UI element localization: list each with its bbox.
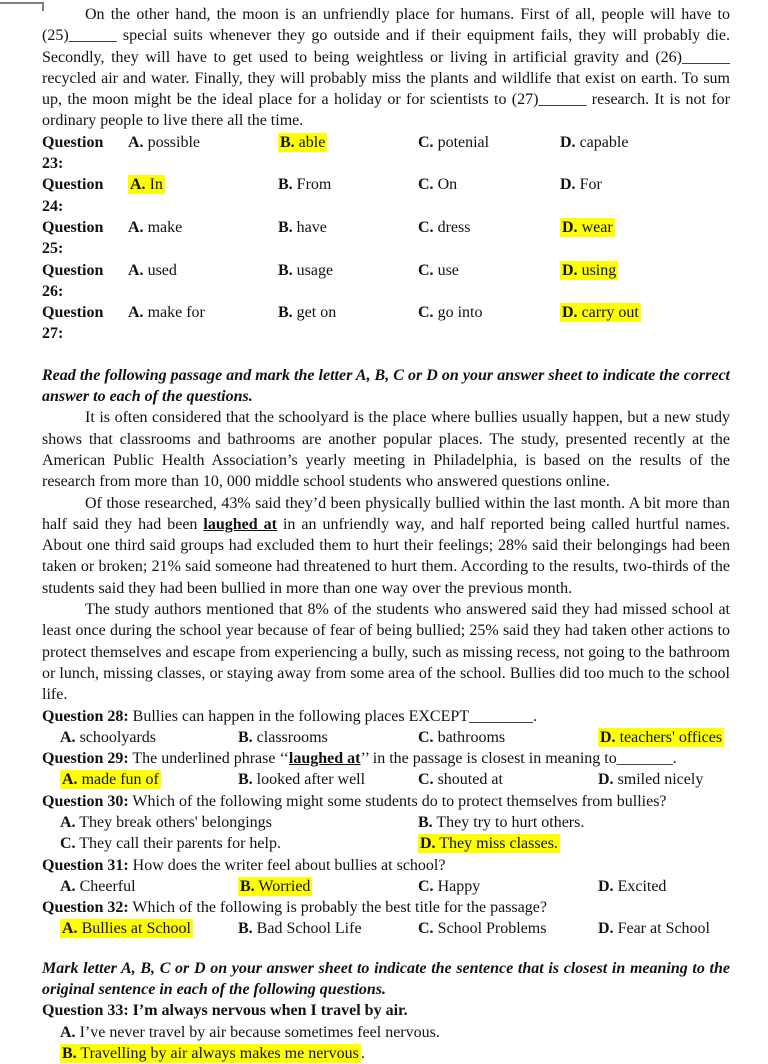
option-text: They break others' belongings (79, 813, 272, 831)
reading-section-instruction: Read the following passage and mark the letter A, B, C or D on your answer sheet to indicate the correct answer to each of the questions. (42, 366, 730, 406)
text-segment: It is often considered that the schoolyard is the place where bullies usually happen, but a new study shows that classrooms and bathrooms are another popular places. The study, presented recently at the American Public Health Association’s yearly meeting in Philadelphia, is based on the results of the research from more than 10, 000 middle school students who answered questions online. (42, 409, 730, 491)
option-text: shouted at (437, 771, 503, 789)
answer-option (60, 876, 238, 897)
option-text: I’ve never travel by air because sometimes feel nervous. (79, 1023, 440, 1041)
option-text: dress (437, 218, 471, 236)
option-text: able (298, 133, 326, 151)
question-stem (42, 897, 730, 918)
answer-option (128, 132, 278, 175)
text-segment: Of those researched, 43% said they’d been physically bullied within the last month. A bit more than half said they had been (42, 494, 730, 533)
option-letter: D. (598, 920, 614, 938)
text-segment: Which of the following is probably the best title for the passage? (132, 899, 547, 917)
answer-option (418, 918, 598, 939)
question-stem (42, 748, 730, 769)
option-text: In (149, 176, 163, 194)
answer-option (598, 769, 730, 790)
option-text: possible (147, 133, 201, 151)
answer-option (278, 302, 418, 345)
option-letter: B. (238, 728, 253, 746)
question-label: Question 27: (42, 304, 104, 343)
option-content (560, 134, 628, 151)
answer-option (418, 876, 598, 897)
option-content (418, 262, 459, 279)
text-segment: in an unfriendly way, and half reported being called hurtful names. About one third said groups had excluded them to hurt their feelings; 28% said their belongings had been taken or broken; 21% said someone had threatened to hurt them. According to the results, two-thirds of the students said they had been bullied in more than one way over the previous month. (42, 515, 731, 597)
option-content (238, 729, 328, 746)
option-text: Worried (258, 877, 311, 895)
answer-option (560, 260, 730, 303)
option-letter: D. (598, 877, 614, 895)
text-segment: laughed at (203, 515, 277, 533)
answer-option (598, 727, 730, 748)
answer-option (238, 918, 418, 939)
option-letter: C. (418, 771, 434, 789)
option-content (598, 728, 724, 747)
question-stem (42, 855, 730, 876)
option-text: usage (296, 261, 334, 279)
reading-passage (42, 407, 730, 705)
option-text: Cheerful (79, 877, 136, 895)
option-text: carry out (581, 304, 639, 322)
option-text: Fear at School (617, 920, 710, 938)
question-label: Question 29: (42, 750, 129, 768)
options-row (60, 918, 730, 939)
option-text: made fun of (81, 771, 159, 789)
answer-option (560, 132, 730, 175)
answer-option (128, 174, 278, 217)
answer-option (278, 132, 418, 175)
option-letter: C. (418, 728, 434, 746)
option-text: make (147, 218, 183, 236)
options-row (60, 833, 730, 854)
rewrite-option-line (60, 1043, 730, 1064)
answer-option (278, 260, 418, 303)
question-33-stem (42, 1000, 730, 1021)
option-content (418, 134, 489, 151)
answer-option (418, 132, 560, 175)
passage-paragraph (42, 599, 730, 705)
option-content (60, 1044, 361, 1063)
option-content (598, 771, 703, 788)
option-content (560, 303, 641, 322)
option-letter: A. (128, 304, 144, 322)
reading-question-list (42, 706, 730, 940)
option-text: go into (437, 304, 483, 322)
option-letter: A. (62, 920, 78, 938)
option-text: use (437, 261, 459, 279)
answer-option (418, 174, 560, 217)
option-content (560, 218, 615, 237)
option-letter: B. (418, 813, 433, 831)
answer-option (278, 174, 418, 217)
option-content (238, 920, 362, 937)
option-letter: B. (278, 304, 293, 322)
question-label: Question 23: (42, 133, 104, 173)
question-label: Question 24: (42, 176, 104, 215)
option-text: They try to hurt others. (436, 813, 585, 831)
question-stem (42, 791, 730, 812)
options-row (60, 812, 730, 833)
question-label: Question 33: (42, 1002, 129, 1020)
option-content (418, 771, 503, 788)
option-text: smiled nicely (617, 771, 704, 789)
text-segment: How does the writer feel about bullies at school? (132, 856, 446, 874)
question-label: Question 31: (42, 856, 129, 874)
option-content (238, 771, 365, 788)
answer-option (238, 876, 418, 897)
option-text: bathrooms (437, 728, 506, 746)
option-content (418, 878, 480, 895)
option-letter: C. (418, 261, 434, 279)
question-label: Question 30: (42, 792, 129, 810)
option-letter: B. (280, 133, 295, 151)
option-letter: B. (62, 1044, 77, 1062)
answer-option (60, 727, 238, 748)
text-segment: Bullies can happen in the following places EXCEPT________. (132, 707, 538, 725)
option-letter: A. (60, 813, 76, 831)
option-letter: D. (562, 218, 578, 236)
answer-option (418, 833, 730, 854)
text-segment: The underlined phrase ‘‘ (132, 750, 289, 768)
option-content (128, 304, 205, 321)
answer-option (128, 260, 278, 303)
answer-option (60, 812, 418, 833)
option-text: schoolyards (79, 728, 156, 746)
answer-option (60, 918, 238, 939)
option-text: have (296, 218, 327, 236)
option-content (560, 261, 618, 280)
option-letter: A. (62, 771, 78, 789)
passage-paragraph (42, 493, 730, 599)
option-letter: B. (278, 218, 293, 236)
answer-option (278, 217, 418, 260)
option-content (278, 262, 333, 279)
options-row (60, 876, 730, 897)
option-letter: C. (418, 133, 434, 151)
option-text: make for (147, 304, 205, 322)
option-content (128, 175, 165, 194)
option-content (60, 835, 281, 852)
option-letter: C. (418, 920, 434, 938)
option-text: From (296, 176, 332, 194)
question-label: Question 28: (42, 707, 129, 725)
option-content (278, 219, 327, 236)
options-row (60, 727, 730, 748)
cloze-question-list (42, 132, 730, 345)
option-content (418, 304, 482, 321)
cloze-question-row (42, 260, 730, 303)
option-content (278, 304, 336, 321)
answer-option (418, 260, 560, 303)
option-text: Bullies at School (81, 920, 191, 938)
option-content (238, 877, 312, 896)
rewrite-section-instruction: Mark letter A, B, C or D on your answer sheet to indicate the sentence that is closest in meaning to the original sentence in each of the following questions. (42, 959, 730, 999)
option-text: classrooms (256, 728, 328, 746)
question-stem (42, 706, 730, 727)
option-letter: B. (240, 877, 255, 895)
option-letter: B. (238, 920, 253, 938)
cloze-question-row (42, 217, 730, 260)
option-content (418, 219, 470, 236)
option-letter: A. (130, 176, 146, 194)
option-content (418, 920, 546, 937)
option-text: On (437, 176, 458, 194)
answer-option (60, 769, 238, 790)
option-letter: A. (60, 1023, 76, 1041)
option-text: For (579, 176, 602, 194)
option-content (128, 134, 200, 151)
answer-option (238, 727, 418, 748)
option-text: Excited (617, 877, 667, 895)
option-text: potenial (437, 133, 490, 151)
option-text: They call their parents for help. (79, 835, 281, 853)
answer-option (560, 174, 730, 217)
passage-paragraph (42, 407, 730, 492)
page-edge-artifact (0, 2, 44, 11)
option-text: teachers' offices (619, 728, 723, 746)
option-content (128, 262, 177, 279)
question-label: Question 25: (42, 218, 104, 258)
option-content (560, 176, 602, 193)
option-letter: C. (418, 877, 434, 895)
option-text: Travelling by air always makes me nervous (80, 1044, 359, 1062)
answer-option (60, 1044, 365, 1063)
rewrite-option-line (60, 1022, 730, 1043)
text-segment: Which of the following might some students do to protect themselves from bullies? (132, 792, 667, 810)
option-text: get on (296, 304, 337, 322)
option-text: wear (581, 218, 613, 236)
answer-option (418, 812, 730, 833)
option-letter: C. (418, 218, 434, 236)
option-content (60, 729, 156, 746)
cloze-paragraph: On the other hand, the moon is an unfriendly place for humans. First of all, people will have to (25)______ special suits whenever they go outside and if their equipment fails, they will probably die. Secondly, they will have to get used to being weightless or living in artificial gravity and (26)______ recycled air and water. Finally, they will probably miss the plants and wildlife that exist on earth. To sum up, the moon might be the ideal place for a holiday or for scientists to (27)______ research. It is not for ordinary people to live there all the time. (42, 6, 730, 130)
answer-option (560, 302, 730, 345)
option-text: using (581, 261, 617, 279)
option-content (60, 878, 136, 895)
option-letter: A. (128, 133, 144, 151)
option-content (60, 919, 193, 938)
question-label: Question 26: (42, 261, 104, 300)
option-text: looked after well (256, 771, 366, 789)
option-content (128, 219, 182, 236)
answer-option (560, 217, 730, 260)
answer-option (60, 1024, 440, 1041)
cloze-question-row (42, 132, 730, 175)
option-text: used (147, 261, 177, 279)
option-letter: D. (560, 133, 576, 151)
option-content (418, 834, 560, 853)
option-letter: A. (60, 877, 76, 895)
option-letter: B. (278, 261, 293, 279)
option-content (60, 1024, 440, 1041)
option-letter: A. (128, 261, 144, 279)
option-content (418, 176, 457, 193)
answer-option (418, 217, 560, 260)
text-segment: laughed at (288, 750, 361, 768)
text-segment: The study authors mentioned that 8% of the students who answered said they had missed school at least once during the school year because of fear of being bullied; 25% said they had taken other actions to protect themselves and escape from experiencing a bully, such as missing recess, not going to the bathroom or lunch, missing classes, or staying away from some area of the school. Bullies did too much to the school life. (42, 601, 730, 704)
rewrite-option-list (42, 1022, 730, 1064)
option-text: School Problems (437, 920, 547, 938)
option-suffix: . (360, 1044, 365, 1062)
option-text: Bad School Life (256, 920, 362, 938)
options-row (60, 769, 730, 790)
answer-option (418, 769, 598, 790)
option-content (598, 878, 666, 895)
option-letter: C. (418, 176, 434, 194)
option-content (278, 133, 327, 152)
option-content (598, 920, 710, 937)
option-content (418, 814, 584, 831)
option-letter: D. (562, 304, 578, 322)
answer-option (418, 727, 598, 748)
answer-option (598, 918, 730, 939)
option-letter: D. (560, 176, 576, 194)
option-letter: A. (60, 728, 76, 746)
answer-option (598, 876, 730, 897)
answer-option (60, 833, 418, 854)
option-letter: B. (278, 176, 293, 194)
option-letter: D. (562, 261, 578, 279)
option-content (278, 176, 331, 193)
option-text: Happy (437, 877, 481, 895)
option-letter: D. (600, 728, 616, 746)
option-letter: B. (238, 771, 253, 789)
answer-option (128, 217, 278, 260)
option-content (60, 814, 272, 831)
question-label: Question 32: (42, 899, 129, 917)
cloze-question-row (42, 302, 730, 345)
text-segment: ’’ in the passage is closest in meaning to_______. (360, 750, 677, 768)
question-text: I’m always nervous when I travel by air. (132, 1002, 408, 1020)
option-content (418, 729, 505, 746)
option-letter: A. (128, 218, 144, 236)
option-letter: D. (420, 835, 436, 853)
cloze-question-row (42, 174, 730, 217)
option-text: They miss classes. (439, 835, 558, 853)
answer-option (128, 302, 278, 345)
option-letter: D. (598, 771, 614, 789)
option-letter: C. (60, 835, 76, 853)
answer-option (418, 302, 560, 345)
option-letter: C. (418, 304, 434, 322)
option-text: capable (579, 133, 629, 151)
answer-option (238, 769, 418, 790)
option-content (60, 770, 161, 789)
